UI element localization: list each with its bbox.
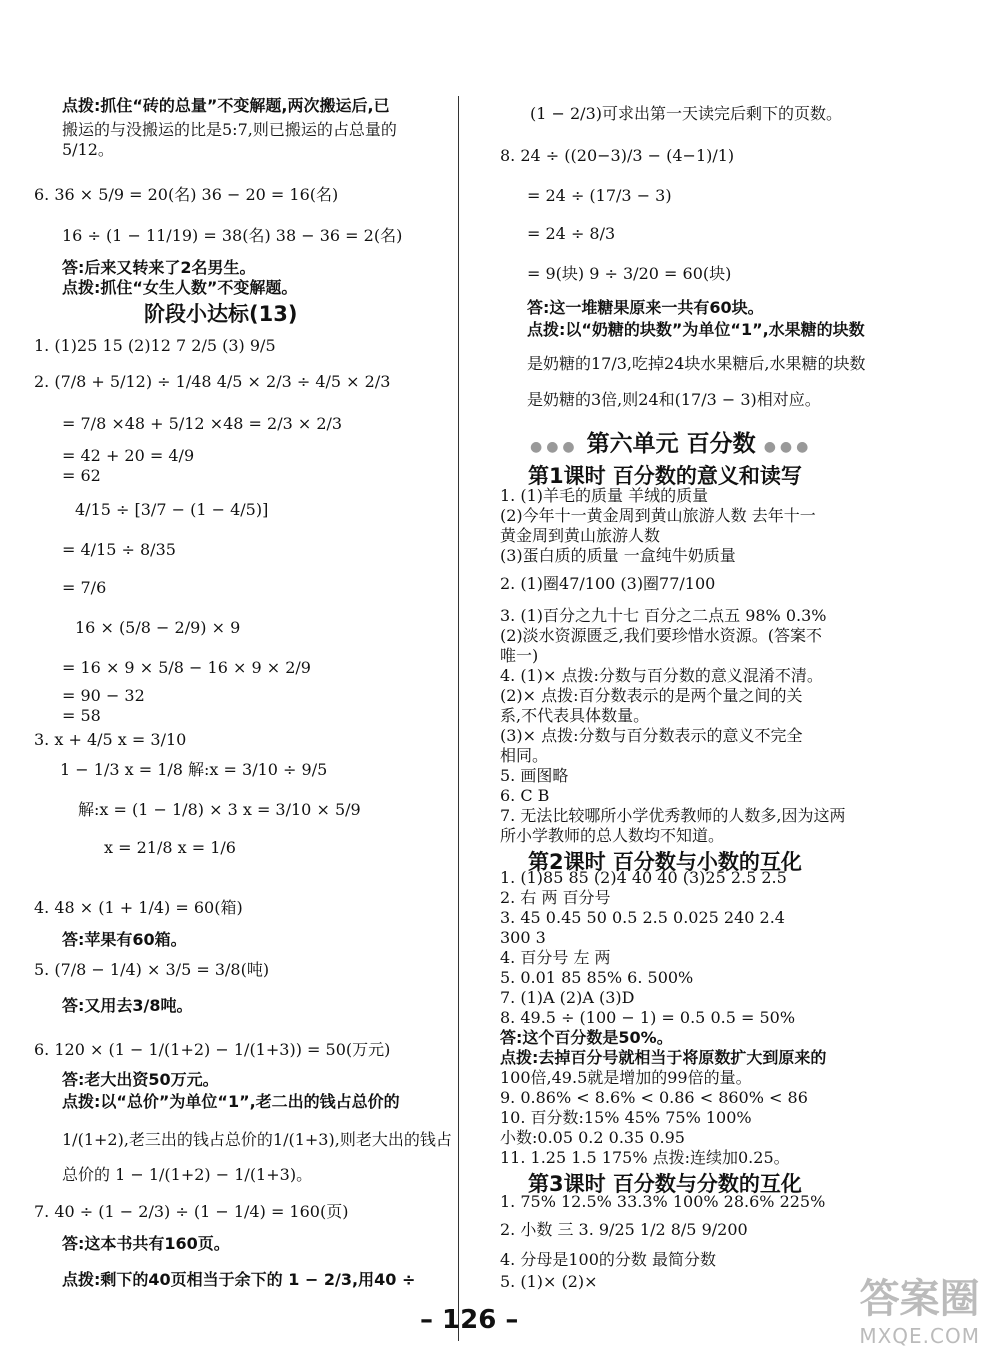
answer-line: 100倍,49.5就是增加的99倍的量。 <box>500 1068 752 1087</box>
answer-line: (2)× 点拨:百分数表示的是两个量之间的关 <box>500 686 803 705</box>
answer-line: 6. C B <box>500 786 550 805</box>
answer-line: 1/(1+2),老三出的钱占总价的1/(1+3),则老大出的钱占 <box>62 1130 452 1149</box>
answer-line: 相同。 <box>500 746 549 765</box>
decor-dots: ●●● <box>763 439 813 455</box>
answer-line: 300 3 <box>500 928 546 947</box>
answer-line: = 16 × 9 × 5/8 − 16 × 9 × 2/9 <box>62 658 311 677</box>
hint-line: 点拨:剩下的40页相当于余下的 1 − 2/3,用40 ÷ <box>62 1270 416 1289</box>
unit-heading <box>530 425 812 458</box>
watermark-url: MXQE.COM <box>859 1324 980 1348</box>
answer-line: 4. (1)× 点拨:分数与百分数的意义混淆不清。 <box>500 666 823 685</box>
answer-line: 16 ÷ (1 − 11/19) = 38(名) 38 − 36 = 2(名) <box>62 226 403 245</box>
answer-line: 16 × (5/8 − 2/9) × 9 <box>75 618 241 637</box>
lesson-heading: 第3课时 百分数与分数的互化 <box>528 1172 802 1196</box>
answer-line: 1. (1)羊毛的质量 羊绒的质量 <box>500 486 709 505</box>
answer-line: 1. (1)25 15 (2)12 7 2/5 (3) 9/5 <box>34 336 276 355</box>
hint-line: 点拨:抓住“砖的总量”不变解题,两次搬运后,已 <box>62 96 390 115</box>
watermark-logo-text: 答案圈 <box>859 1276 980 1322</box>
answer-line: 5. (1)× (2)× <box>500 1272 598 1291</box>
hint-line: 点拨:以“总价”为单位“1”,老二出的钱占总价的 <box>62 1092 400 1111</box>
answer-line: 是奶糖的3倍,则24和(17/3 − 3)相对应。 <box>527 390 821 409</box>
answer-line: 2. 小数 三 3. 9/25 1/2 8/5 9/200 <box>500 1220 748 1239</box>
answer-line: = 42 + 20 = 4/9 <box>62 446 195 465</box>
watermark <box>859 1267 980 1348</box>
answer-line: 小数:0.05 0.2 0.35 0.95 <box>500 1128 685 1147</box>
answer-line: = 9(块) 9 ÷ 3/20 = 60(块) <box>527 264 732 283</box>
answer-line: 4/15 ÷ [3/7 − (1 − 4/5)] <box>75 500 269 519</box>
answer-line: x = 21/8 x = 1/6 <box>104 838 236 857</box>
answer-line: 答:老大出资50万元。 <box>62 1070 219 1089</box>
answer-line: 4. 百分号 左 两 <box>500 948 611 967</box>
answer-line: (3)蛋白质的质量 一盒纯牛奶质量 <box>500 546 736 565</box>
answer-line: 搬运的与没搬运的比是5:7,则已搬运的占总量的 <box>62 120 397 139</box>
unit-title: 第六单元 百分数 <box>586 431 756 457</box>
answer-line: 唯一) <box>500 646 539 665</box>
answer-line: 答:这个百分数是50%。 <box>500 1028 673 1047</box>
answer-line: = 4/15 ÷ 8/35 <box>62 540 176 559</box>
answer-line: 是奶糖的17/3,吃掉24块水果糖后,水果糖的块数 <box>527 354 866 373</box>
answer-line: = 90 − 32 <box>62 686 145 705</box>
hint-line: 点拨:去掉百分号就相当于将原数扩大到原来的 <box>500 1048 827 1067</box>
stage-heading: 阶段小达标(13) <box>144 302 298 326</box>
answer-line: 7. (1)A (2)A (3)D <box>500 988 635 1007</box>
answer-line: 5. (7/8 − 1/4) × 3/5 = 3/8(吨) <box>34 960 270 979</box>
decor-dots: ●●● <box>530 439 579 455</box>
answer-line: 4. 分母是100的分数 最简分数 <box>500 1250 716 1269</box>
answer-line: = 62 <box>62 466 101 485</box>
answer-line: = 58 <box>62 706 101 725</box>
answer-line: = 7/6 <box>62 578 107 597</box>
answer-line: 2. 右 两 百分号 <box>500 888 611 907</box>
hint-line: 点拨:抓住“女生人数”不变解题。 <box>62 278 298 297</box>
answer-line: 1. 75% 12.5% 33.3% 100% 28.6% 225% <box>500 1192 826 1211</box>
answer-line: 6. 36 × 5/9 = 20(名) 36 − 20 = 16(名) <box>34 185 339 204</box>
answer-line: 4. 48 × (1 + 1/4) = 60(箱) <box>34 898 243 917</box>
answer-line: 6. 120 × (1 − 1/(1+2) − 1/(1+3)) = 50(万元) <box>34 1040 391 1059</box>
answer-line: 解:x = (1 − 1/8) × 3 x = 3/10 × 5/9 <box>78 800 361 819</box>
answer-line: 黄金周到黄山旅游人数 <box>500 526 661 545</box>
answer-line: 答:这一堆糖果原来一共有60块。 <box>527 298 764 317</box>
answer-line: (2)今年十一黄金周到黄山旅游人数 去年十一 <box>500 506 816 525</box>
answer-line: 3. (1)百分之九十七 百分之二点五 98% 0.3% <box>500 606 827 625</box>
answer-line: 8. 24 ÷ ((20−3)/3 − (4−1)/1) <box>500 146 735 165</box>
answer-line: 3. 45 0.45 50 0.5 2.5 0.025 240 2.4 <box>500 908 785 927</box>
page-number: – 126 – <box>420 1305 519 1335</box>
lesson-heading: 第1课时 百分数的意义和读写 <box>528 464 802 488</box>
answer-line: 答:苹果有60箱。 <box>62 930 187 949</box>
answer-line: 8. 49.5 ÷ (100 − 1) = 0.5 0.5 = 50% <box>500 1008 796 1027</box>
answer-line: = 24 ÷ 8/3 <box>527 224 616 243</box>
answer-line: 9. 0.86% < 8.6% < 0.86 < 860% < 86 <box>500 1088 808 1107</box>
answer-line: 5. 画图略 <box>500 766 569 785</box>
answer-line: 10. 百分数:15% 45% 75% 100% <box>500 1108 752 1127</box>
answer-line: 11. 1.25 1.5 175% 点拨:连续加0.25。 <box>500 1148 790 1167</box>
answer-line: 答:后来又转来了2名男生。 <box>62 258 256 277</box>
column-divider <box>458 96 459 1341</box>
answer-line: = 24 ÷ (17/3 − 3) <box>527 186 672 205</box>
answer-line: 1 − 1/3 x = 1/8 解:x = 3/10 ÷ 9/5 <box>60 760 328 779</box>
answer-line: 2. (1)圈47/100 (3)圈77/100 <box>500 574 716 593</box>
answer-line: 答:又用去3/8吨。 <box>62 996 193 1015</box>
answer-line: (2)淡水资源匮乏,我们要珍惜水资源。(答案不 <box>500 626 822 645</box>
answer-line: (3)× 点拨:分数与百分数表示的意义不完全 <box>500 726 803 745</box>
answer-line: 7. 无法比较哪所小学优秀教师的人数多,因为这两 <box>500 806 846 825</box>
answer-line: = 7/8 ×48 + 5/12 ×48 = 2/3 × 2/3 <box>62 414 343 433</box>
answer-line: 5/12。 <box>62 140 114 159</box>
answer-line: (1 − 2/3)可求出第一天读完后剩下的页数。 <box>530 104 842 123</box>
answer-line: 2. (7/8 + 5/12) ÷ 1/48 4/5 × 2/3 ÷ 4/5 × 2/3 <box>34 372 391 391</box>
answer-line: 所小学教师的总人数均不知道。 <box>500 826 725 845</box>
answer-line: 7. 40 ÷ (1 − 2/3) ÷ (1 − 1/4) = 160(页) <box>34 1202 349 1221</box>
answer-line: 3. x + 4/5 x = 3/10 <box>34 730 187 749</box>
answer-line: 答:这本书共有160页。 <box>62 1234 230 1253</box>
hint-line: 点拨:以“奶糖的块数”为单位“1”,水果糖的块数 <box>527 320 865 339</box>
lesson-heading: 第2课时 百分数与小数的互化 <box>528 850 802 874</box>
answer-line: 5. 0.01 85 85% 6. 500% <box>500 968 694 987</box>
answer-line: 1. (1)85 85 (2)4 40 40 (3)25 2.5 2.5 <box>500 868 787 887</box>
answer-line: 系,不代表具体数量。 <box>500 706 650 725</box>
answer-line: 总价的 1 − 1/(1+2) − 1/(1+3)。 <box>62 1165 313 1184</box>
